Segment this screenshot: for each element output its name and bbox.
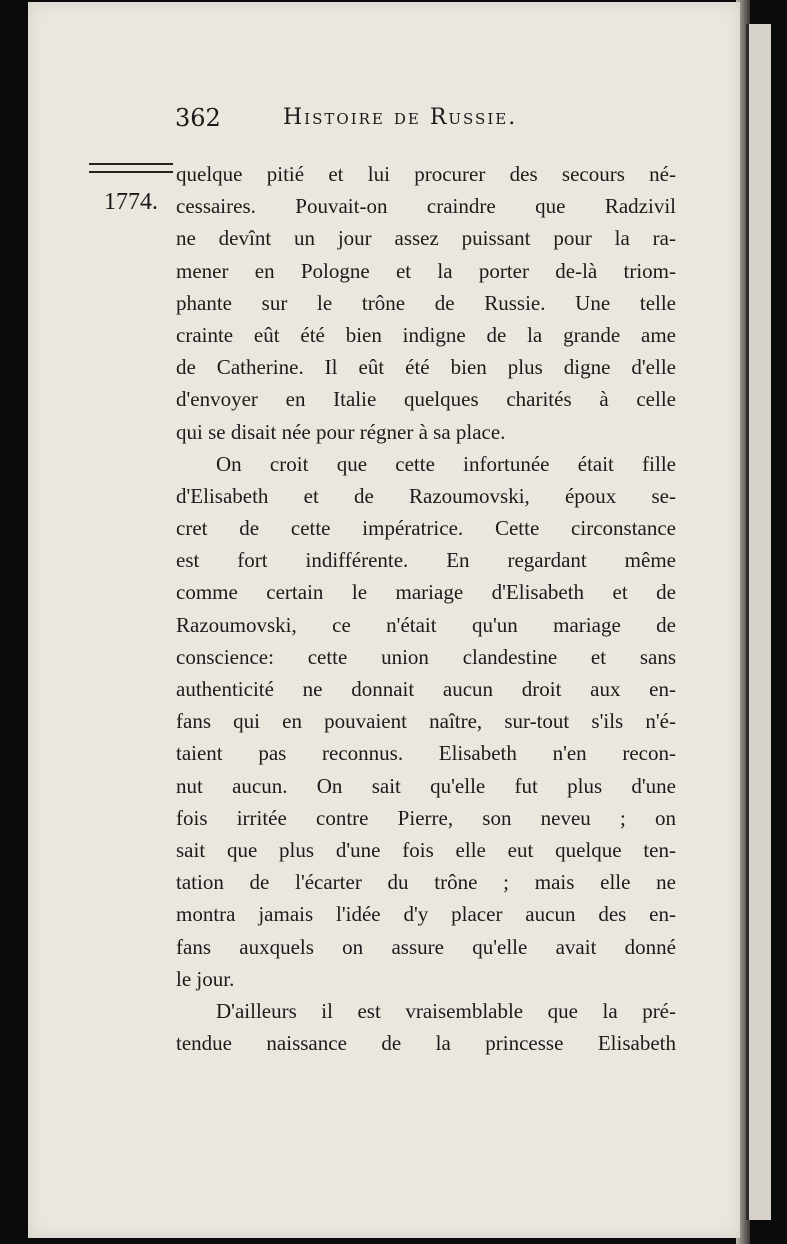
margin-year: 1774. [104, 189, 158, 215]
text-line: cessaires. Pouvait-on craindre que Radzivil [176, 194, 676, 219]
text-line: le jour. [176, 966, 235, 991]
text-line: de Catherine. Il eût été bien plus digne d'elle [176, 355, 676, 380]
text-line: ne devînt un jour assez puissant pour la ra- [176, 226, 676, 251]
text-line: qui se disait née pour régner à sa place. [176, 419, 506, 444]
body-text [176, 158, 676, 1059]
text-line: sait que plus d'une fois elle eut quelque ten- [176, 837, 676, 862]
text-line: cret de cette impératrice. Cette circonstance [176, 516, 676, 541]
text-line: tation de l'écarter du trône ; mais elle ne [176, 870, 676, 895]
text-line: D'ailleurs il est vraisemblable que la pré- [216, 998, 676, 1023]
text-line: tendue naissance de la princesse Elisabeth [176, 1031, 676, 1056]
text-line: fans qui en pouvaient naître, sur-tout s'ils n'é- [176, 709, 676, 734]
margin-rule [89, 163, 173, 173]
text-line: crainte eût été bien indigne de la grande ame [176, 322, 676, 347]
text-line: d'envoyer en Italie quelques charités à celle [176, 387, 676, 412]
text-line: taient pas reconnus. Elisabeth n'en recon- [176, 741, 676, 766]
text-line: Razoumovski, ce n'était qu'un mariage de [176, 612, 676, 637]
text-line: fans auxquels on assure qu'elle avait donné [176, 934, 676, 959]
text-line: authenticité ne donnait aucun droit aux en- [176, 677, 676, 701]
text-line: est fort indifférente. En regardant même [176, 548, 676, 573]
text-line: nut aucun. On sait qu'elle fut plus d'une [176, 773, 676, 798]
text-line: mener en Pologne et la porter de-là triom- [176, 258, 676, 283]
text-line: montra jamais l'idée d'y placer aucun des en- [176, 902, 676, 927]
text-line: d'Elisabeth et de Razoumovski, époux se- [176, 483, 676, 508]
text-line: quelque pitié et lui procurer des secours né- [176, 162, 676, 186]
page-number: 362 [175, 104, 221, 132]
text-line: comme certain le mariage d'Elisabeth et de [176, 580, 676, 605]
text-line: fois irritée contre Pierre, son neveu ; on [176, 805, 676, 830]
text-line: phante sur le trône de Russie. Une telle [176, 290, 676, 315]
facing-page-edge [746, 24, 771, 1220]
text-line: On croit que cette infortunée était fille [216, 451, 676, 476]
page-header [175, 104, 575, 144]
running-title: Histoire de Russie. [283, 105, 518, 130]
text-line: conscience: cette union clandestine et sans [176, 644, 676, 669]
